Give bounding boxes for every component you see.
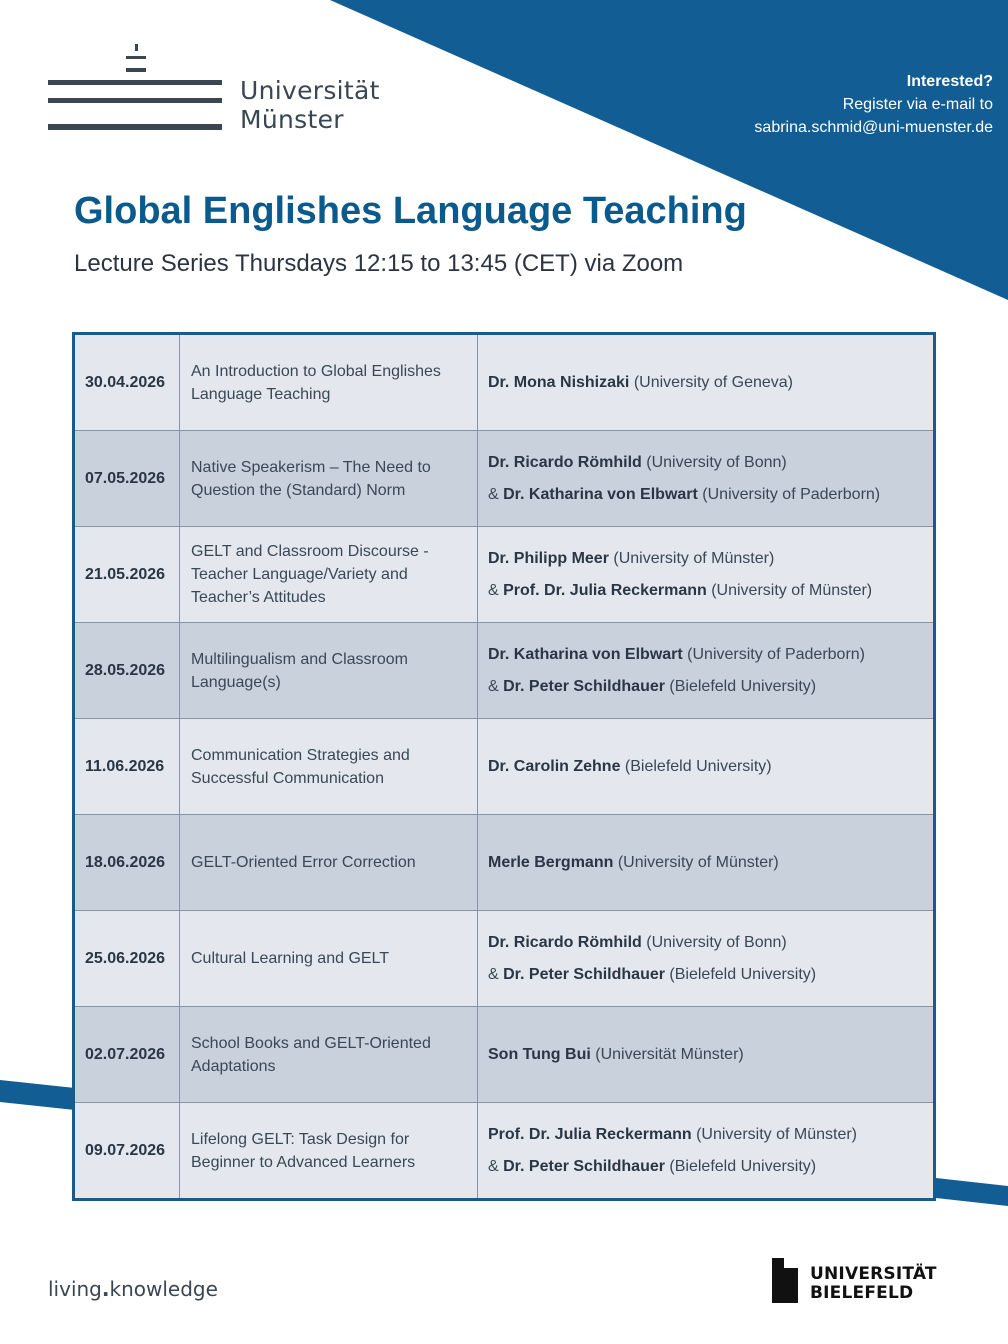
lecture-topic: Cultural Learning and GELT	[180, 911, 478, 1007]
lecture-date: 11.06.2026	[74, 719, 180, 815]
speaker-prefix: &	[488, 678, 504, 695]
speaker-line	[488, 371, 923, 394]
lecture-date: 30.04.2026	[74, 334, 180, 431]
speaker-prefix: &	[488, 582, 504, 599]
lecture-topic: GELT-Oriented Error Correction	[180, 815, 478, 911]
tagline	[48, 1277, 218, 1301]
registration-info	[754, 70, 993, 139]
lecture-topic: An Introduction to Global Englishes Language Teaching	[180, 334, 478, 431]
lecture-speakers	[478, 911, 935, 1007]
lecture-speakers	[478, 623, 935, 719]
tagline-part-2: knowledge	[109, 1277, 218, 1301]
lecture-speakers	[478, 1103, 935, 1200]
lecture-topic: Multilingualism and Classroom Language(s)	[180, 623, 478, 719]
speaker-affiliation: (Bielefeld University)	[620, 758, 772, 775]
schedule-row	[74, 719, 935, 815]
schedule-row	[74, 1007, 935, 1103]
muenster-logo	[48, 44, 228, 134]
speaker-name: Dr. Katharina von Elbwart	[488, 646, 683, 663]
speaker-line	[488, 1155, 923, 1178]
registration-heading: Interested?	[906, 73, 993, 90]
registration-text: Register via e-mail to	[842, 96, 993, 113]
lecture-date: 21.05.2026	[74, 527, 180, 623]
lecture-speakers	[478, 815, 935, 911]
lecture-topic: Communication Strategies and Successful Communication	[180, 719, 478, 815]
schedule-row	[74, 527, 935, 623]
speaker-affiliation: (University of Geneva)	[629, 374, 793, 391]
lecture-speakers	[478, 1007, 935, 1103]
speaker-affiliation: (University of Münster)	[608, 550, 775, 567]
speaker-affiliation: (Universität Münster)	[590, 1046, 744, 1063]
speaker-affiliation: (University of Paderborn)	[682, 646, 866, 663]
right-stripe	[936, 1178, 1008, 1206]
logo-line-1: Universität	[240, 76, 380, 105]
speaker-name: Dr. Peter Schildhauer	[503, 678, 665, 695]
speaker-affiliation: (University of Bonn)	[641, 934, 787, 951]
speaker-name: Dr. Mona Nishizaki	[488, 374, 630, 391]
speaker-line	[488, 1123, 923, 1146]
bielefeld-line-2: BIELEFELD	[810, 1283, 914, 1303]
muenster-logo-mark	[48, 44, 228, 134]
speaker-line	[488, 579, 923, 602]
speaker-name: Dr. Ricardo Römhild	[488, 934, 642, 951]
lecture-date: 07.05.2026	[74, 431, 180, 527]
speaker-line	[488, 547, 923, 570]
schedule-row	[74, 623, 935, 719]
speaker-name: Prof. Dr. Julia Reckermann	[503, 582, 707, 599]
lecture-date: 18.06.2026	[74, 815, 180, 911]
schedule-row	[74, 431, 935, 527]
speaker-line	[488, 451, 923, 474]
left-stripe	[0, 1080, 75, 1110]
schedule-body	[74, 334, 935, 1200]
speaker-line	[488, 1043, 923, 1066]
speaker-name: Merle Bergmann	[488, 854, 614, 871]
lecture-schedule-table	[72, 332, 936, 1201]
schedule-row	[74, 1103, 935, 1200]
speaker-name: Prof. Dr. Julia Reckermann	[488, 1126, 692, 1143]
speaker-affiliation: (Bielefeld University)	[664, 1158, 817, 1175]
speaker-name: Dr. Carolin Zehne	[488, 758, 621, 775]
tagline-part-1: living	[48, 1277, 102, 1301]
page-subtitle: Lecture Series Thursdays 12:15 to 13:45 (CET) via Zoom	[74, 250, 684, 277]
lecture-topic: Native Speakerism – The Need to Question the (Standard) Norm	[180, 431, 478, 527]
speaker-affiliation: (University of Paderborn)	[697, 486, 881, 503]
speaker-line	[488, 755, 923, 778]
speaker-prefix: &	[488, 486, 504, 503]
speaker-affiliation: (Bielefeld University)	[664, 678, 817, 695]
speaker-line	[488, 931, 923, 954]
page-title: Global Englishes Language Teaching	[74, 190, 747, 232]
speaker-name: Dr. Ricardo Römhild	[488, 454, 642, 471]
bielefeld-logo-mark	[772, 1258, 800, 1304]
lecture-topic: GELT and Classroom Discourse - Teacher Language/Variety and Teacher’s Attitudes	[180, 527, 478, 623]
lecture-date: 28.05.2026	[74, 623, 180, 719]
speaker-prefix: &	[488, 1158, 504, 1175]
lecture-speakers	[478, 719, 935, 815]
schedule-row	[74, 815, 935, 911]
lecture-date: 25.06.2026	[74, 911, 180, 1007]
lecture-topic: School Books and GELT-Oriented Adaptations	[180, 1007, 478, 1103]
speaker-affiliation: (University of Münster)	[613, 854, 779, 871]
speaker-line	[488, 483, 923, 506]
speaker-prefix: &	[488, 966, 504, 983]
speaker-name: Dr. Katharina von Elbwart	[503, 486, 698, 503]
speaker-affiliation: (University of Münster)	[706, 582, 873, 599]
lecture-topic: Lifelong GELT: Task Design for Beginner to Advanced Learners	[180, 1103, 478, 1200]
lecture-date: 02.07.2026	[74, 1007, 180, 1103]
speaker-line	[488, 675, 923, 698]
lecture-date: 09.07.2026	[74, 1103, 180, 1200]
muenster-logo-text	[240, 76, 380, 134]
lecture-speakers	[478, 431, 935, 527]
speaker-name: Dr. Peter Schildhauer	[503, 966, 665, 983]
speaker-name: Dr. Philipp Meer	[488, 550, 609, 567]
bielefeld-logo	[772, 1258, 800, 1309]
bielefeld-line-1: UNIVERSITÄT	[810, 1264, 937, 1284]
speaker-line	[488, 643, 923, 666]
speaker-line	[488, 963, 923, 986]
lecture-speakers	[478, 527, 935, 623]
schedule-row	[74, 911, 935, 1007]
speaker-affiliation: (University of Bonn)	[641, 454, 787, 471]
speaker-affiliation: (University of Münster)	[691, 1126, 858, 1143]
registration-email[interactable]: sabrina.schmid@uni-muenster.de	[754, 119, 993, 136]
speaker-name: Dr. Peter Schildhauer	[503, 1158, 665, 1175]
speaker-line	[488, 851, 923, 874]
lecture-speakers	[478, 334, 935, 431]
logo-line-2: Münster	[240, 105, 344, 134]
schedule-row	[74, 334, 935, 431]
bielefeld-logo-text	[810, 1265, 937, 1303]
speaker-name: Son Tung Bui	[488, 1046, 591, 1063]
speaker-affiliation: (Bielefeld University)	[664, 966, 817, 983]
tagline-dot: .	[101, 1277, 110, 1301]
